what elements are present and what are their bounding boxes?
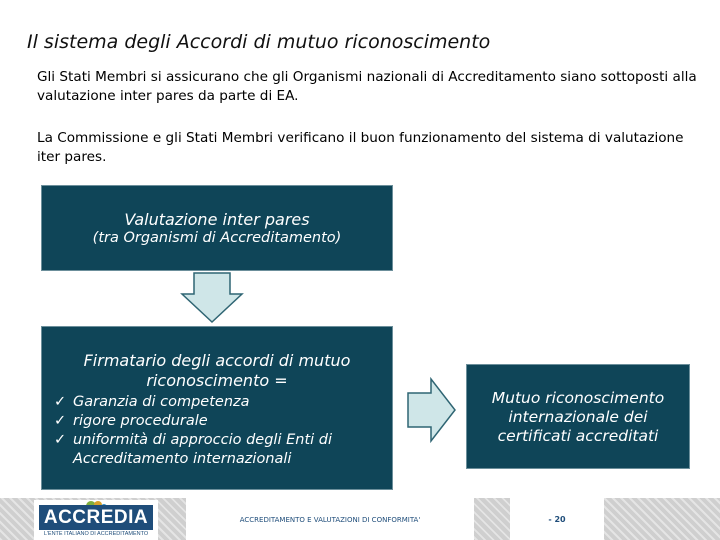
check-icon: ✓: [54, 413, 67, 429]
mutual-recognition-text: Mutuo riconoscimento internazionale dei certificati accreditati: [491, 389, 665, 445]
arrow-right-icon: [407, 377, 457, 443]
peer-evaluation-box: [41, 185, 393, 271]
logo-name: ACCREDIA: [39, 505, 153, 530]
footer-center-panel: [186, 498, 474, 540]
list-item: [42, 412, 392, 431]
list-item-text: uniformità di approccio degli Enti di Accreditamento internazionali: [73, 432, 333, 467]
list-item: [42, 431, 392, 469]
list-item-text: rigore procedurale: [73, 413, 208, 429]
list-item-text: Garanzia di competenza: [73, 394, 250, 410]
signatory-list: [42, 393, 392, 469]
footer-center-text: ACCREDITAMENTO E VALUTAZIONI DI CONFORMITA': [239, 516, 421, 524]
paragraph-commission-verification: La Commissione e gli Stati Membri verificano il buon funzionamento del sistema di valutazione iter pares.: [37, 130, 684, 165]
slide-title: Il sistema degli Accordi di mutuo riconoscimento: [27, 31, 491, 53]
page-number: - 20: [548, 515, 566, 524]
mutual-recognition-box: [466, 364, 690, 469]
peer-evaluation-subtitle: (tra Organismi di Accreditamento): [92, 230, 342, 246]
accredia-logo: [34, 500, 158, 540]
list-item: [42, 393, 392, 412]
signatory-heading: Firmatario degli accordi di mutuo riconoscimento =: [83, 351, 351, 390]
peer-evaluation-title: Valutazione inter pares: [124, 210, 310, 229]
paragraph-ea-evaluation: Gli Stati Membri si assicurano che gli Organismi nazionali di Accreditamento siano sottoposti alla valutazione inter pares da parte di EA.: [37, 69, 697, 104]
arrow-down-icon: [180, 272, 244, 324]
check-icon: ✓: [54, 394, 67, 410]
signatory-box: [41, 326, 393, 490]
logo-tagline: L'ENTE ITALIANO DI ACCREDITAMENTO: [43, 531, 149, 537]
check-icon: ✓: [54, 432, 67, 448]
footer-page-panel: [510, 498, 604, 540]
